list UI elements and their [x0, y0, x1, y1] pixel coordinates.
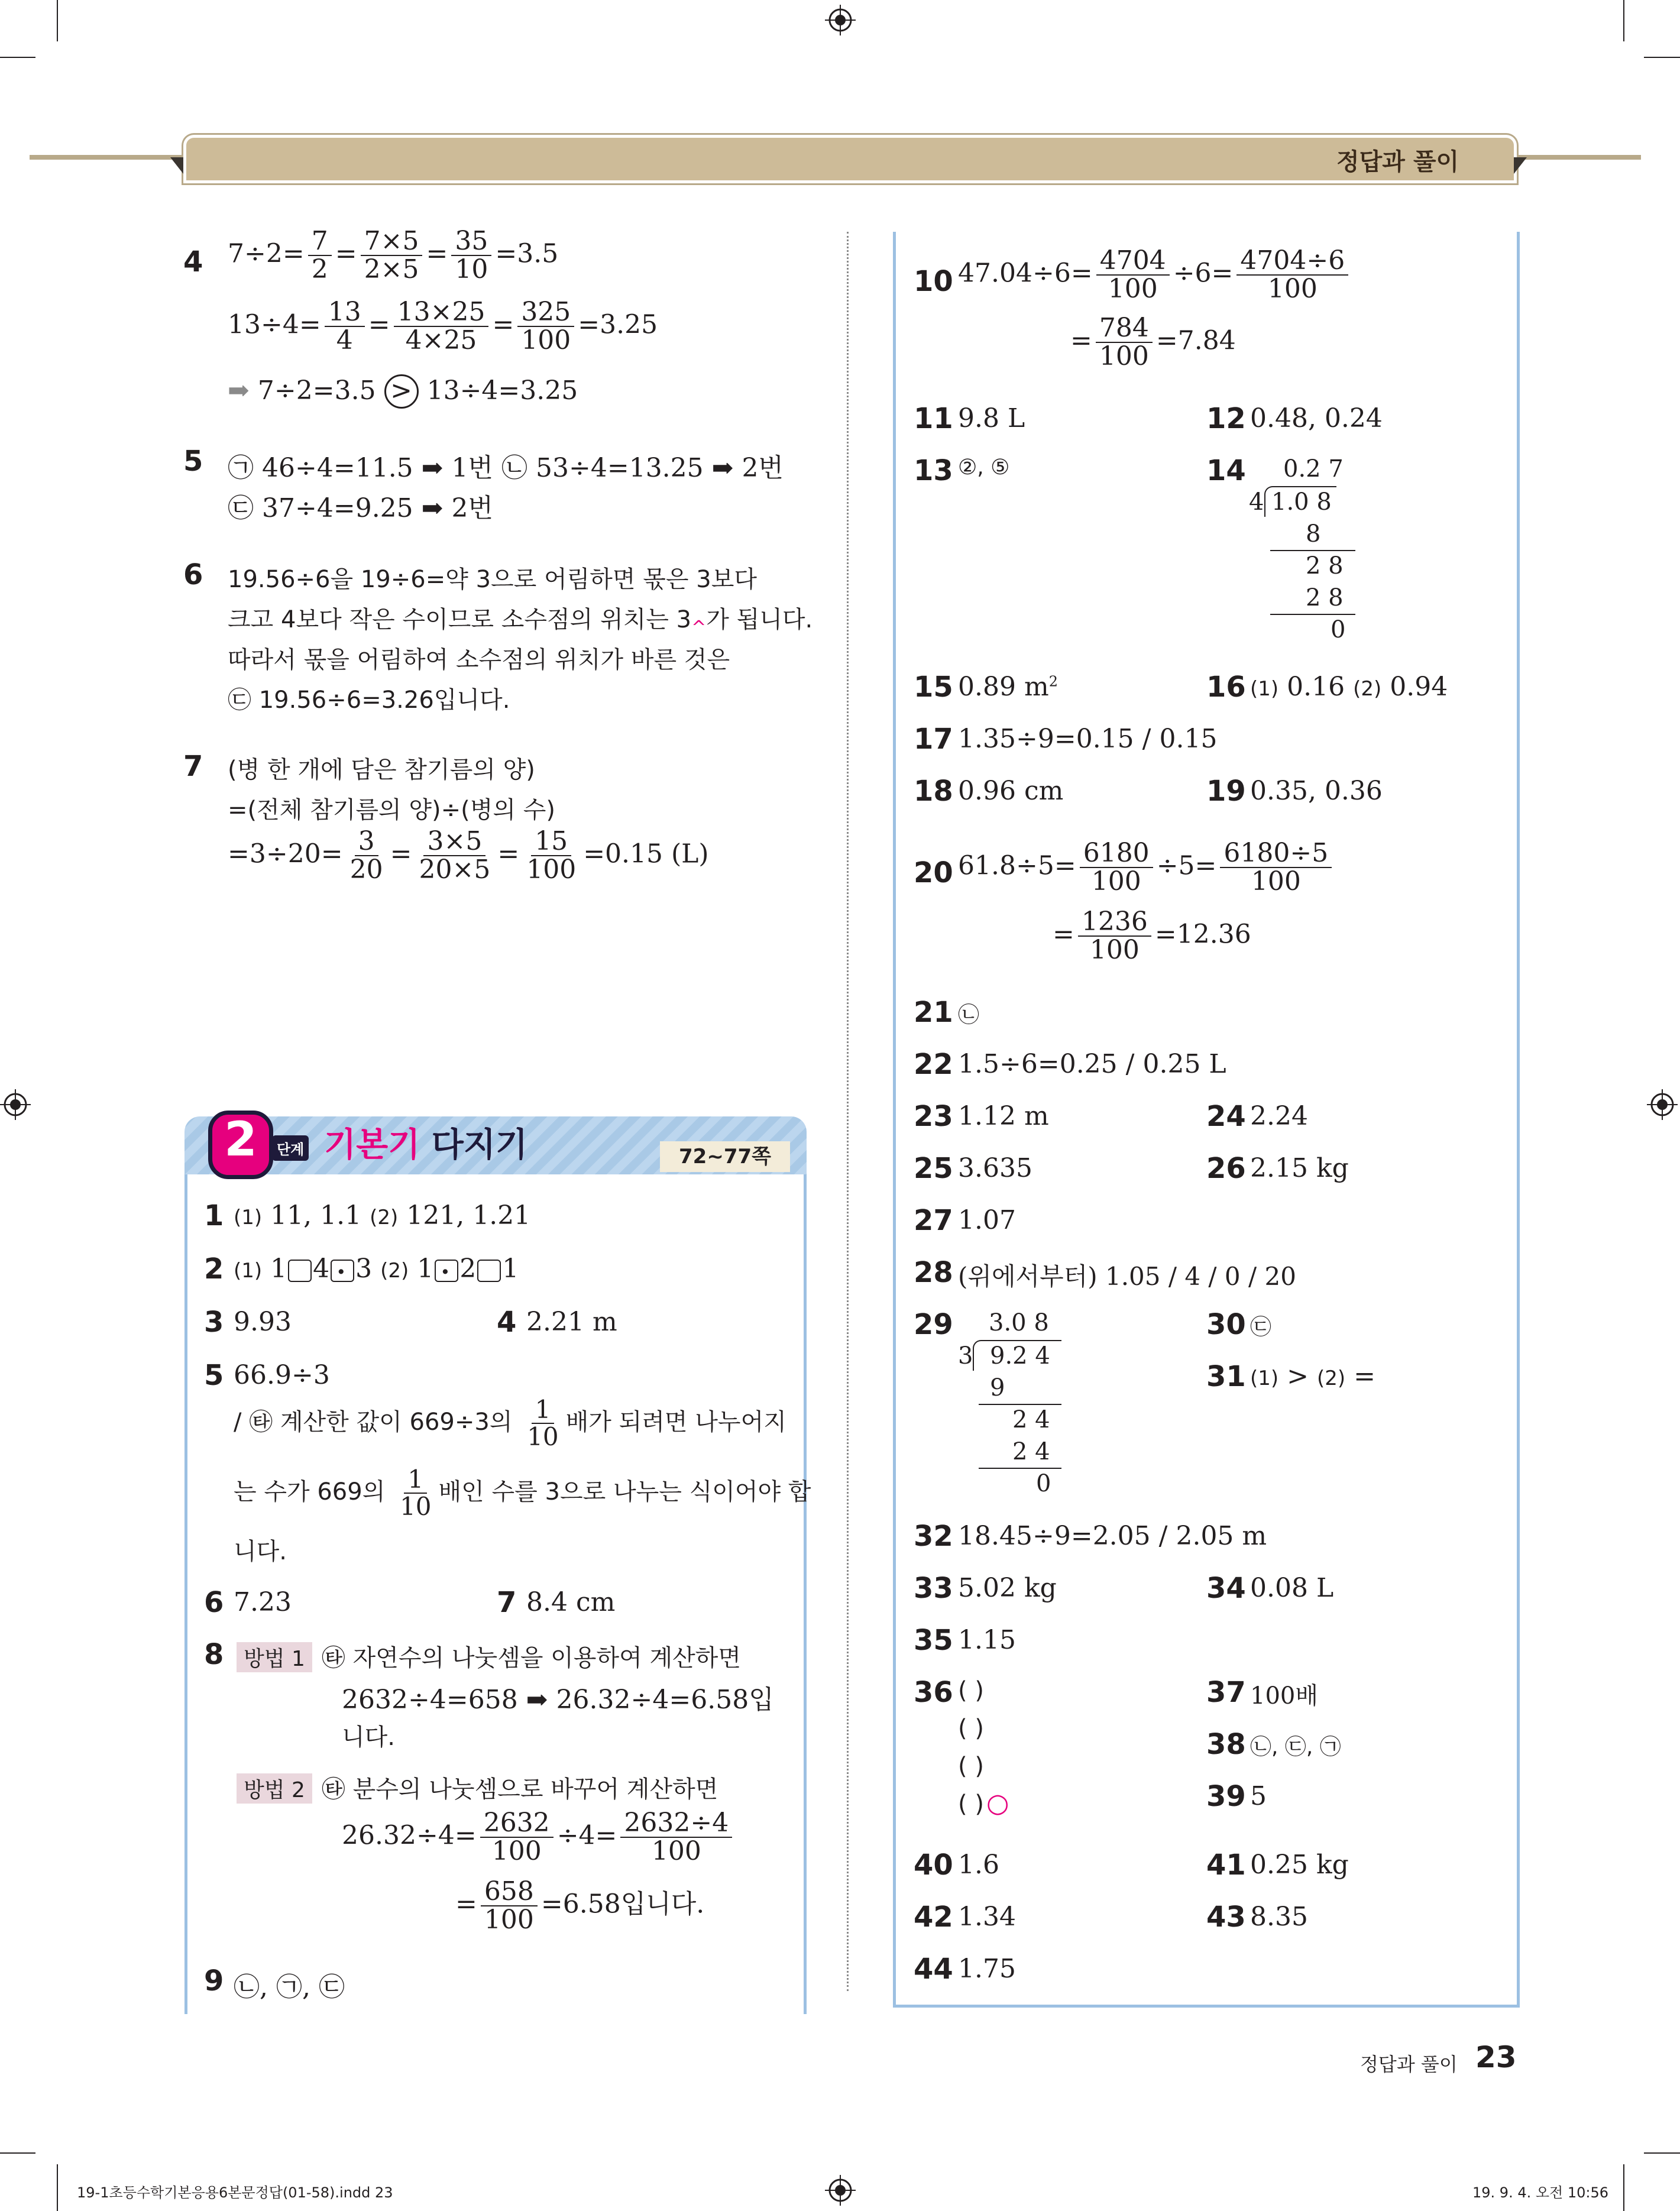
- blank-box: .: [331, 1260, 354, 1282]
- s2-q4-answer: 2.21 m: [526, 1307, 617, 1337]
- q26-answer: 2.15 kg: [1250, 1153, 1349, 1183]
- question-number: 23: [914, 1100, 953, 1133]
- question-number: 12: [1206, 402, 1246, 435]
- crop-mark: [0, 2152, 35, 2154]
- s2-q5-line3: 니다.: [234, 1538, 287, 1565]
- question-number: 42: [914, 1901, 953, 1934]
- q34-answer: 0.08 L: [1250, 1573, 1334, 1603]
- question-number: 15: [914, 671, 953, 704]
- step: 9: [990, 1374, 1005, 1401]
- s2-q5-answer: 66.9÷3: [234, 1360, 330, 1390]
- question-number: 40: [914, 1849, 953, 1882]
- question-number: 8: [204, 1638, 224, 1671]
- s2-q8-line3: 니다.: [342, 1724, 395, 1751]
- question-number: 32: [914, 1520, 953, 1553]
- question-number: 30: [1206, 1308, 1246, 1341]
- s2-q3-answer: 9.93: [234, 1307, 292, 1337]
- caret-mark: ^: [691, 617, 707, 638]
- division-line: [1270, 550, 1355, 551]
- crop-mark: [57, 2164, 58, 2211]
- s2-q8-line5: 26.32÷4= $\frac{2632}{100}$ ÷4= $\frac{2632\div 4}{100}$: [342, 1809, 736, 1865]
- q30-answer: ㉢: [1250, 1315, 1272, 1339]
- q18-answer: 0.96 cm: [958, 776, 1064, 806]
- question-number: 34: [1206, 1572, 1246, 1605]
- q36-row: ( ): [958, 1753, 984, 1780]
- q4-line1: 7÷2= $\frac{7}{2}$ = $\frac{7\times 5}{2\times 5}$ = $\frac{35}{10}$ =3.5: [228, 226, 559, 285]
- registration-mark-icon: [825, 2175, 856, 2206]
- q41-answer: 0.25 kg: [1250, 1850, 1349, 1880]
- q19-answer: 0.35, 0.36: [1250, 776, 1383, 806]
- header-band: [183, 135, 1517, 183]
- q35-answer: 1.15: [958, 1625, 1016, 1655]
- q39-answer: 5: [1250, 1781, 1267, 1811]
- question-number: 21: [914, 996, 953, 1029]
- q15-answer: 0.89 $m^2$: [958, 672, 1058, 702]
- question-number: 18: [914, 775, 953, 808]
- q16-answer: (1) 0.16 (2) 0.94: [1250, 672, 1448, 702]
- q12-answer: 0.48, 0.24: [1250, 403, 1383, 433]
- q10-line2: = $\frac{784}{100}$ =7.84: [1070, 313, 1236, 372]
- method-tag: 방법 1: [237, 1642, 312, 1672]
- q6-line4: ㉢ 19.56÷6=3.26입니다.: [228, 687, 510, 714]
- page-number: 23: [1475, 2040, 1517, 2074]
- crop-mark: [1623, 2164, 1624, 2211]
- q7-line1: (병 한 개에 담은 참기름의 양): [228, 756, 535, 784]
- q22-answer: 1.5÷6=0.25 / 0.25 L: [958, 1049, 1226, 1079]
- question-number: 4: [497, 1306, 517, 1339]
- q6-line1: 19.56÷6을 19÷6=약 3으로 어림하면 몫은 3보다: [228, 566, 758, 593]
- step: 2 4: [1012, 1406, 1050, 1433]
- section2-right-border: [804, 1174, 807, 2014]
- q11-answer: 9.8 L: [958, 403, 1025, 433]
- divisor: 4: [1249, 488, 1264, 516]
- divisor: 3: [958, 1342, 973, 1370]
- arrow-icon: ➡: [228, 375, 250, 406]
- question-number: 25: [914, 1152, 953, 1185]
- print-date: 19. 9. 4. 오전 10:56: [1472, 2184, 1609, 2201]
- division-line: [979, 1468, 1061, 1469]
- question-number: 5: [204, 1359, 224, 1392]
- q25-answer: 3.635: [958, 1153, 1032, 1183]
- q40-answer: 1.6: [958, 1850, 999, 1880]
- question-number: 7: [183, 750, 203, 783]
- question-number: 19: [1206, 775, 1246, 808]
- q24-answer: 2.24: [1250, 1101, 1308, 1131]
- q27-answer: 1.07: [958, 1205, 1016, 1235]
- q4-line2: 13÷4= $\frac{13}{4}$ = $\frac{13\times 25}{4\times 25}$ = $\frac{325}{100}$ =3.25: [228, 297, 658, 356]
- question-number: 44: [914, 1953, 953, 1986]
- crop-mark: [0, 57, 35, 58]
- question-number: 27: [914, 1204, 953, 1237]
- q33-answer: 5.02 kg: [958, 1573, 1057, 1603]
- question-number: 28: [914, 1256, 953, 1289]
- question-number: 20: [914, 856, 953, 889]
- step: 0: [1036, 1470, 1051, 1497]
- s2-q6-answer: 7.23: [234, 1587, 292, 1617]
- method-tag: 방법 2: [237, 1773, 312, 1804]
- stage-number: 2: [224, 1112, 257, 1167]
- question-number: 4: [183, 245, 203, 279]
- crop-mark: [57, 0, 58, 41]
- s2-q8-line6: = $\frac{658}{100}$ =6.58입니다.: [455, 1876, 705, 1935]
- division-line: [979, 1404, 1061, 1405]
- step: 2 8: [1306, 552, 1344, 580]
- dividend: 1.0 8: [1271, 488, 1332, 516]
- s2-q9-answer: ㉡, ㉠, ㉢: [234, 1972, 345, 2002]
- s2-q8-method1: 방법 1 ㉹ 자연수의 나눗셈을 이용하여 계산하면: [237, 1639, 741, 1673]
- crop-mark: [1644, 2152, 1680, 2154]
- question-number: 33: [914, 1572, 953, 1605]
- dividend: 9.2 4: [990, 1342, 1050, 1370]
- q36-row: ( ): [958, 1715, 984, 1742]
- q36-row: ( ): [958, 1677, 984, 1704]
- question-number: 22: [914, 1048, 953, 1081]
- question-number: 24: [1206, 1100, 1246, 1133]
- q38-answer: ㉡, ㉢, ㉠: [1250, 1735, 1341, 1759]
- step: 2 4: [1012, 1438, 1050, 1465]
- q6-line2: 크고 4보다 작은 수이므로 소수점의 위치는 $3_{\^{}}$가 됩니다.: [228, 606, 813, 638]
- q23-answer: 1.12 m: [958, 1101, 1049, 1131]
- question-number: 29: [914, 1308, 953, 1341]
- q44-answer: 1.75: [958, 1954, 1016, 1984]
- question-number: 5: [183, 445, 203, 478]
- crop-mark: [1623, 0, 1624, 41]
- registration-mark-icon: [825, 5, 856, 35]
- q5-line2: ㉢ 37÷4=9.25 ➡ 2번: [228, 493, 494, 523]
- question-number: 14: [1206, 454, 1246, 487]
- q31-answer: (1) > (2) =: [1250, 1361, 1376, 1391]
- registration-mark-icon: [1647, 1089, 1678, 1120]
- section2-left-border: [184, 1174, 187, 2014]
- q37-answer: 100배: [1250, 1682, 1318, 1710]
- header-fold: [1514, 157, 1527, 174]
- q20-line2: = $\frac{1236}{100}$ =12.36: [1053, 907, 1251, 966]
- question-number: 36: [914, 1676, 953, 1709]
- q6-line3: 따라서 몫을 어림하여 소수점의 위치가 바른 것은: [228, 646, 730, 674]
- q4-compare: ➡ 7÷2=3.5 > 13÷4=3.25: [228, 374, 578, 409]
- question-number: 1: [204, 1199, 224, 1232]
- q5-line1: ㉠ 46÷4=11.5 ➡ 1번 ㉡ 53÷4=13.25 ➡ 2번: [228, 453, 784, 483]
- blank-box: .: [435, 1260, 458, 1282]
- question-number: 37: [1206, 1676, 1246, 1709]
- blank-box: [288, 1260, 312, 1282]
- question-number: 35: [914, 1624, 953, 1657]
- question-number: 31: [1206, 1360, 1246, 1393]
- q13-answer: ②, ⑤: [958, 455, 1010, 480]
- file-info: 19-1초등수학기본응용6본문정답(01-58).indd 23: [77, 2184, 393, 2201]
- question-number: 39: [1206, 1780, 1246, 1813]
- blank-box: [477, 1260, 501, 1282]
- question-number: 3: [204, 1306, 224, 1339]
- step: 0: [1331, 616, 1346, 643]
- s2-q5-line2: 는 수가 669의 $\frac{1}{10}$ 배인 수를 3으로 나누는 식이어야 합: [234, 1465, 811, 1522]
- quotient: 3.0 8: [989, 1309, 1049, 1336]
- q10-line1: 47.04÷6= $\frac{4704}{100}$ ÷6= $\frac{4704\div 6}{100}$: [958, 247, 1352, 303]
- s2-q8-line2: 2632÷4=658 ➡ 26.32÷4=6.58입: [342, 1685, 774, 1715]
- section2-title: 기본기 다지기: [324, 1126, 528, 1164]
- s2-q1-answer: (1) 11, 1.1 (2) 121, 1.21: [234, 1200, 531, 1231]
- question-number: 6: [183, 558, 203, 591]
- step: 2 8: [1306, 584, 1344, 611]
- header-fold: [170, 157, 183, 174]
- circle-mark: ○: [986, 1788, 1009, 1818]
- quotient: 0.2 7: [1283, 455, 1344, 483]
- q20-line1: 61.8÷5= $\frac{6180}{100}$ ÷5= $\frac{6180\div 5}{100}$: [958, 840, 1335, 895]
- q7-line3: =3÷20= $\frac{3}{20}$ = $\frac{3\times 5}{20\times 5}$ = $\frac{15}{100}$ =0.15 (L): [228, 826, 709, 885]
- crop-mark: [1644, 57, 1680, 58]
- section2-pages: 72~77쪽: [660, 1141, 790, 1172]
- footer-label: 정답과 풀이: [1360, 2053, 1458, 2076]
- question-number: 9: [204, 1964, 224, 1998]
- q43-answer: 8.35: [1250, 1902, 1308, 1932]
- q36-row: ( ): [958, 1791, 984, 1818]
- s2-q2-answer: (1) 1 4 . 3 (2) 1 . 2 1: [234, 1249, 519, 1284]
- question-number: 17: [914, 723, 953, 756]
- q21-answer: ㉡: [958, 1003, 980, 1027]
- division-line: [1270, 614, 1355, 615]
- s2-q8-method2: 방법 2 ㉹ 분수의 나눗셈으로 바꾸어 계산하면: [237, 1770, 718, 1804]
- question-number: 13: [914, 454, 953, 487]
- question-number: 16: [1206, 671, 1246, 704]
- s2-q5-line1: / ㉹ 계산한 값이 669÷3의 $\frac{1}{10}$ 배가 되려면 나누어지: [234, 1395, 786, 1452]
- question-number: 41: [1206, 1849, 1246, 1882]
- question-number: 43: [1206, 1901, 1246, 1934]
- step: 8: [1306, 520, 1321, 548]
- q17-answer: 1.35÷9=0.15 / 0.15: [958, 724, 1218, 754]
- question-number: 38: [1206, 1728, 1246, 1761]
- question-number: 6: [204, 1586, 224, 1619]
- question-number: 26: [1206, 1152, 1246, 1185]
- stage-label: 단계: [272, 1135, 309, 1161]
- question-number: 10: [914, 265, 953, 298]
- header-title: 정답과 풀이: [1336, 148, 1459, 176]
- question-number: 7: [497, 1586, 517, 1619]
- column-divider: [847, 232, 849, 1991]
- q42-answer: 1.34: [958, 1902, 1016, 1932]
- registration-mark-icon: [0, 1089, 31, 1120]
- question-number: 11: [914, 402, 953, 435]
- s2-q7-answer: 8.4 cm: [526, 1587, 616, 1617]
- q32-answer: 18.45÷9=2.05 / 2.05 m: [958, 1521, 1267, 1551]
- q28-answer: (위에서부터) 1.05 / 4 / 0 / 20: [958, 1262, 1296, 1291]
- q7-line2: =(전체 참기름의 양)÷(병의 수): [228, 797, 555, 824]
- compare-circle: >: [384, 374, 419, 409]
- question-number: 2: [204, 1252, 224, 1286]
